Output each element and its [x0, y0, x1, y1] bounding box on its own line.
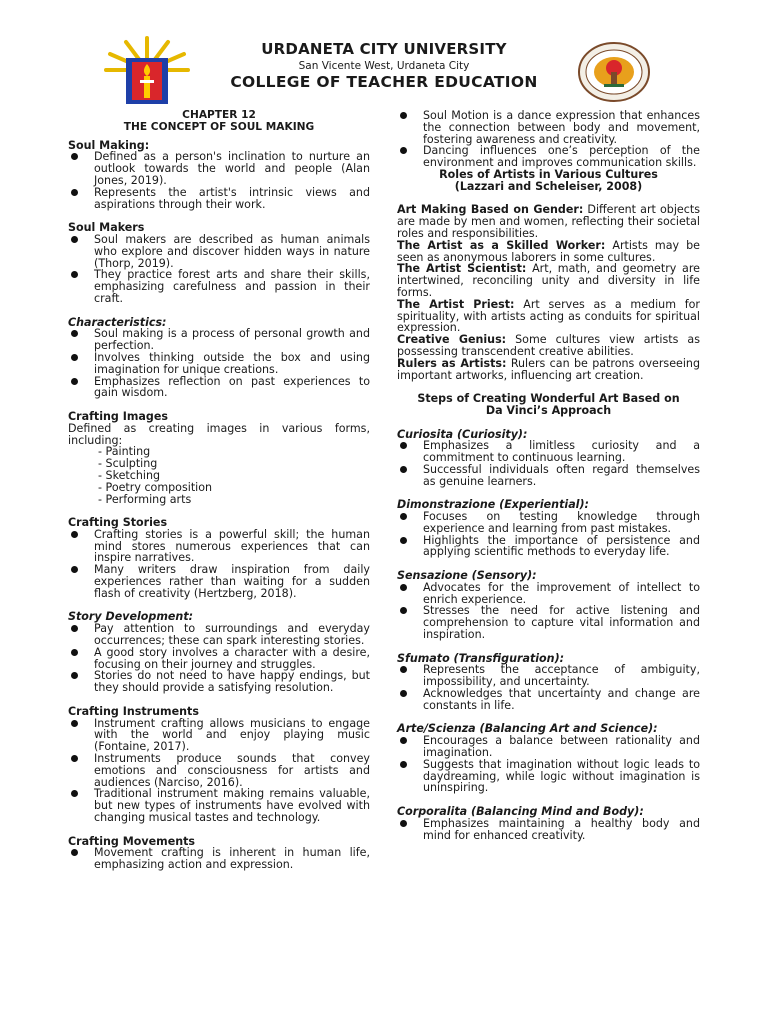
list-item: Movement crafting is inherent in human life, emphasizing action and expression. — [68, 847, 370, 871]
list-item: Emphasizes maintaining a healthy body and mind for enhanced creativity. — [397, 818, 700, 842]
step-heading: Sfumato (Transfiguration): — [397, 651, 565, 665]
role-text: Art serves as a medium for spirituality, with artists acting as conduits for spiritual expression. — [397, 297, 700, 335]
list-item: Stories do not need to have happy endings, but they should provide a satisfying resolution. — [68, 670, 370, 694]
list-item: They practice forest arts and share their skills, emphasizing carefulness and passion in their craft. — [68, 269, 370, 304]
crafting-movements-list — [68, 847, 370, 871]
roles-citation: (Lazzari and Scheleiser, 2008) — [454, 179, 643, 193]
step-heading: Arte/Scienza (Balancing Art and Science): — [397, 722, 658, 736]
list-item: Crafting stories is a powerful skill; the human mind stores numerous experiences that can inspire narratives. — [68, 529, 370, 564]
crafting-stories-list — [68, 529, 370, 600]
list-item: Encourages a balance between rationality and imagination. — [397, 735, 700, 759]
list-item: Many writers draw inspiration from daily experiences rather than waiting for a sudden flash of creativity (Hertzberg, 2018). — [68, 564, 370, 599]
list-item: Stresses the need for active listening and comprehension to capture vital information and inspiration. — [397, 605, 700, 640]
crafting-instruments-list — [68, 718, 370, 824]
crafting-images-heading: Crafting Images — [68, 409, 168, 423]
role-term: Creative Genius: — [397, 333, 507, 347]
list-item: Highlights the importance of persistence and applying scientific methods to everyday life. — [397, 535, 700, 559]
role-entry — [397, 358, 700, 382]
crafting-images-forms — [68, 446, 370, 505]
soul-motion-list — [397, 110, 700, 169]
university-seal-icon — [578, 42, 650, 102]
characteristics-heading: Characteristics: — [68, 315, 167, 329]
soul-making-list — [68, 151, 370, 210]
list-item: Acknowledges that uncertainty and change are constants in life. — [397, 688, 700, 712]
role-term: The Artist Scientist: — [397, 262, 527, 276]
steps-heading: Steps of Creating Wonderful Art Based on — [417, 392, 680, 406]
list-item: Defined as a person's inclination to nurture an outlook towards the world and people (Alan Jones, 2019). — [68, 151, 370, 186]
step-heading: Corporalita (Balancing Mind and Body): — [397, 805, 644, 819]
list-item: Focuses on testing knowledge through experience and learning from past mistakes. — [397, 511, 700, 535]
list-item: Involves thinking outside the box and using imagination for unique creations. — [68, 352, 370, 376]
role-text: Some cultures view artists as possessing transcendent creative abilities. — [397, 333, 700, 358]
list-item: Advocates for the improvement of intellect to enrich experience. — [397, 582, 700, 606]
college-name: COLLEGE OF TEACHER EDUCATION — [230, 73, 538, 91]
left-column — [68, 110, 370, 871]
list-item: Represents the artist's intrinsic views and aspirations through their work. — [68, 187, 370, 211]
story-development-heading: Story Development: — [68, 610, 194, 624]
role-entry — [397, 334, 700, 358]
crafting-instruments-heading: Crafting Instruments — [68, 704, 199, 718]
list-item: - Poetry composition — [98, 480, 213, 494]
role-text: Artists may be seen as anonymous laborers in some cultures. — [397, 238, 700, 264]
list-item: - Painting — [98, 445, 151, 459]
university-address: San Vicente West, Urdaneta City — [298, 60, 470, 72]
list-item: Successful individuals often regard themselves as genuine learners. — [397, 464, 700, 488]
list-item: Suggests that imagination without logic leads to daydreaming, while logic without imagination is uninspiring. — [397, 759, 700, 794]
list-item: - Sculpting — [98, 457, 158, 471]
role-entry — [397, 299, 700, 334]
characteristics-list — [68, 328, 370, 399]
step-list — [397, 511, 700, 558]
story-development-list — [68, 623, 370, 694]
step-heading: Curiosita (Curiosity): — [397, 427, 528, 441]
list-item: A good story involves a character with a desire, focusing on their journey and struggles. — [68, 647, 370, 671]
list-item: Soul makers are described as human animals who explore and discover hidden ways in nature (Thorp, 2019). — [68, 234, 370, 269]
role-term: The Artist as a Skilled Worker: — [397, 238, 606, 252]
right-column — [397, 110, 700, 841]
chapter-number: CHAPTER 12 — [182, 109, 256, 121]
crafting-stories-heading: Crafting Stories — [68, 516, 168, 530]
soul-makers-list — [68, 234, 370, 305]
chapter-title: THE CONCEPT OF SOUL MAKING — [123, 120, 315, 133]
step-list — [397, 664, 700, 711]
step-list — [397, 440, 700, 487]
role-entry — [397, 204, 700, 239]
list-item: Represents the acceptance of ambiguity, impossibility, and uncertainty. — [397, 664, 700, 688]
document-header — [0, 0, 768, 110]
list-item: Soul Motion is a dance expression that enhances the connection between body and movement, fostering awareness and creativity. — [397, 110, 700, 145]
list-item: Dancing influences one’s perception of the environment and improves communication skills. — [397, 145, 700, 169]
soul-makers-heading: Soul Makers — [68, 221, 145, 235]
role-text: Art, math, and geometry are intertwined, reconciling unity and diversity in life forms. — [397, 262, 700, 299]
steps-subheading: Da Vinci’s Approach — [485, 403, 612, 417]
step-list — [397, 818, 700, 842]
role-text: Rulers can be patrons overseeing important artworks, influencing art creation. — [397, 356, 700, 382]
role-entry — [397, 263, 700, 298]
list-item: Instruments produce sounds that convey emotions and consciousness for artists and audiences (Narciso, 2016). — [68, 753, 370, 788]
role-term: The Artist Priest: — [397, 297, 515, 311]
role-entry — [397, 240, 700, 264]
step-list — [397, 735, 700, 794]
list-item: Emphasizes reflection on past experiences to gain wisdom. — [68, 376, 370, 400]
list-item: Instrument crafting allows musicians to engage with the world and enjoy playing music (Fontaine, 2017). — [68, 718, 370, 753]
role-text: Different art objects are made by men and women, reflecting their societal roles and responsibilities. — [397, 203, 700, 240]
list-item: - Performing arts — [98, 492, 192, 506]
list-item: Soul making is a process of personal growth and perfection. — [68, 328, 370, 352]
role-term: Rulers as Artists: — [397, 356, 507, 370]
roles-heading: Roles of Artists in Various Cultures — [439, 167, 658, 181]
crafting-movements-heading: Crafting Movements — [68, 834, 196, 848]
roles-list — [397, 204, 700, 381]
step-heading: Sensazione (Sensory): — [397, 569, 537, 583]
step-list — [397, 582, 700, 641]
crafting-images-intro: Defined as creating images in various forms, including: — [68, 421, 370, 447]
step-heading: Dimonstrazione (Experiential): — [397, 498, 589, 512]
list-item: Pay attention to surroundings and everyday occurrences; these can spark interesting stories. — [68, 623, 370, 647]
university-name: URDANETA CITY UNIVERSITY — [261, 40, 507, 58]
list-item: Traditional instrument making remains valuable, but new types of instruments have evolved with changing musical tastes and technology. — [68, 788, 370, 823]
role-term: Art Making Based on Gender: — [397, 203, 584, 217]
soul-making-heading: Soul Making: — [68, 138, 150, 152]
list-item: Emphasizes a limitless curiosity and a commitment to continuous learning. — [397, 440, 700, 464]
list-item: - Sketching — [98, 468, 161, 482]
